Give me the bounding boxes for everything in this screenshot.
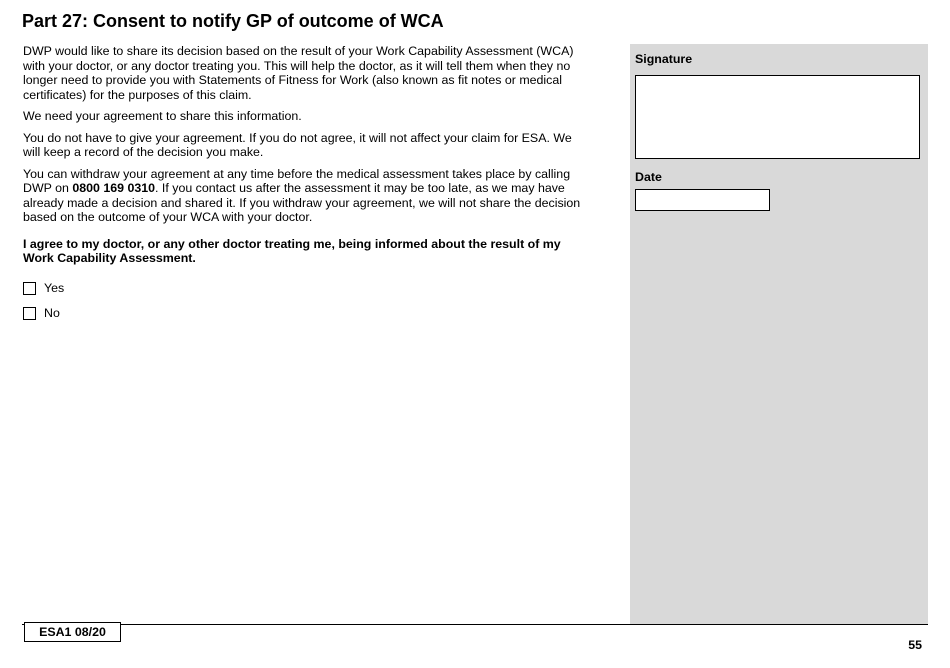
yes-label: Yes	[44, 281, 65, 295]
intro-paragraph: DWP would like to share its decision based on the result of your Work Capability Assessment (WCA) with your doctor, or any doctor treating you. This will help the doctor, as it will tell them when they no longer need to provide you with Statements of Fitness for Work (also known as fit notes or medical certificates) for the purposes of this claim.	[23, 44, 574, 102]
dwp-phone-number: 0800 169 0310	[72, 181, 156, 195]
consent-options	[23, 280, 583, 322]
date-label: Date	[635, 170, 662, 184]
withdraw-text-start: You can withdraw your agreement at any time before the medical assessment takes place by calling DWP on	[23, 166, 571, 195]
signature-panel	[630, 44, 928, 624]
optional-agreement-paragraph: You do not have to give your agreement. If you do not agree, it will not affect your claim for ESA. We will keep a record of the decision you make.	[23, 130, 572, 159]
agreement-statement: I agree to my doctor, or any other doctor treating me, being informed about the result of my Work Capability Assessment.	[23, 236, 561, 265]
withdraw-paragraph	[23, 167, 583, 225]
form-code-badge: ESA1 08/20	[24, 622, 121, 642]
page-number: 55	[908, 638, 922, 652]
signature-label: Signature	[635, 52, 693, 66]
date-field[interactable]	[635, 189, 770, 211]
footer-divider	[22, 624, 928, 625]
yes-checkbox[interactable]	[23, 282, 36, 295]
option-yes	[23, 280, 583, 297]
signature-field[interactable]	[635, 75, 920, 159]
option-no	[23, 305, 583, 322]
page-title: Part 27: Consent to notify GP of outcome of WCA	[22, 11, 444, 31]
no-checkbox[interactable]	[23, 307, 36, 320]
agreement-needed-paragraph: We need your agreement to share this information.	[23, 109, 302, 123]
withdraw-text-end: . If you contact us after the assessment it may be too late, as we may have already made a decision and shared it. If you withdraw your agreement, we will not share the decision based on the outcome of your WCA with your doctor.	[23, 181, 581, 224]
consent-text-section	[23, 44, 583, 330]
no-label: No	[44, 306, 60, 320]
